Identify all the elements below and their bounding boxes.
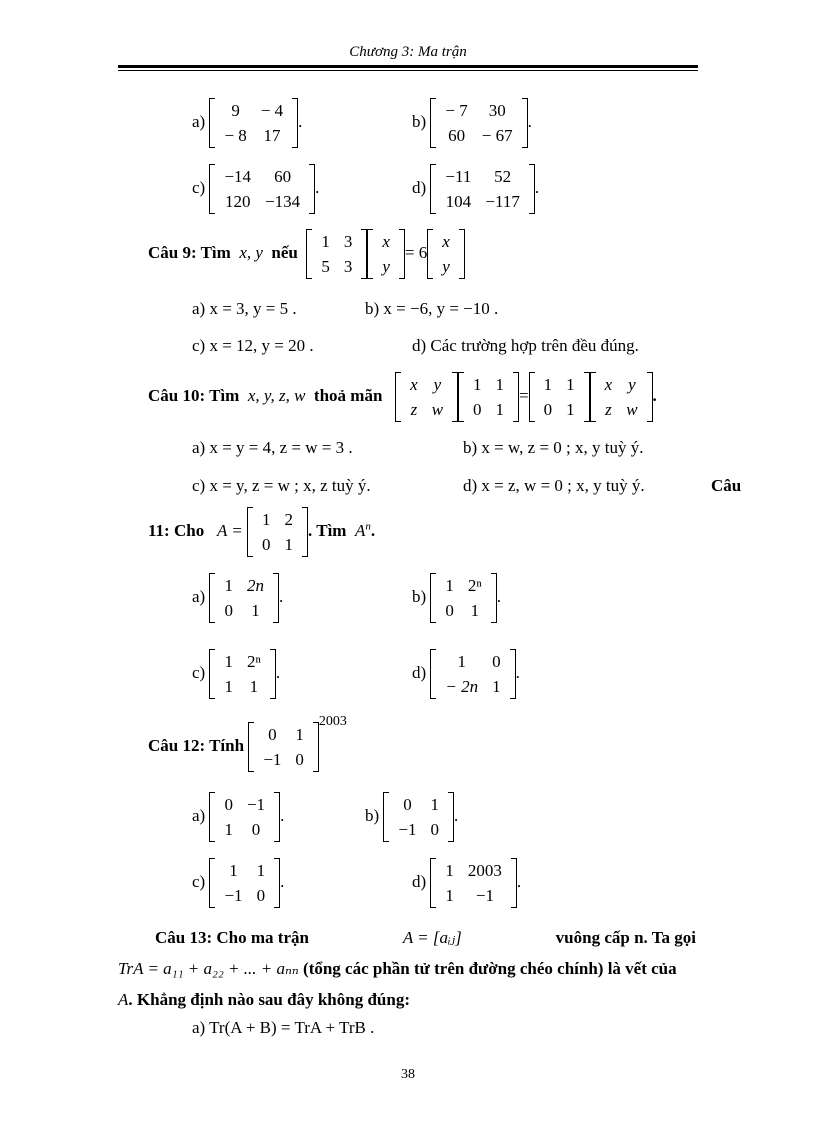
q12-matrix: 0 1 −1 0 [248, 722, 319, 772]
q9-matrix: 1 3 5 3 [306, 229, 367, 279]
q11-matrix: 1 2 0 1 [247, 507, 308, 557]
q11-option-b: b) 1 2ⁿ 0 1 . [412, 573, 501, 623]
q12-b-matrix: 0 1 −1 0 [383, 792, 454, 842]
q11-label-start: Câu [711, 476, 742, 495]
q12-c-matrix: 1 1 −1 0 [209, 858, 280, 908]
q11-a-matrix: 1 2n 0 1 [209, 573, 279, 623]
q9-option-d: d) Các trường hợp trên đều đúng. [412, 336, 639, 355]
q8-option-a: a) 9 − 4 − 8 17 . [192, 98, 302, 148]
q13-option-a: a) Tr(A + B) = TrA + TrB . [192, 1018, 375, 1037]
q10-matrix-1: x y z w [395, 372, 458, 422]
q10-option-b: b) x = w, z = 0 ; x, y tuỳ ý. [463, 438, 644, 457]
q9-option-a: a) x = 3, y = 5 . [192, 299, 297, 318]
q8-option-d: d) −11 52 104 −117 . [412, 164, 539, 214]
q10-option-c: c) x = y, z = w ; x, z tuỳ ý. [192, 476, 371, 495]
q13-aij: A = [aᵢⱼ] [402, 928, 462, 947]
q9-question: Câu 9: Tìm x, y nếu 1 3 5 3 x y = 6 x y [148, 229, 465, 279]
q10-option-d: d) x = z, w = 0 ; x, y tuỳ ý. [463, 476, 645, 495]
q12-option-b: b) 0 1 −1 0 . [365, 792, 458, 842]
q8-c-matrix: −14 60 120 −134 [209, 164, 315, 214]
q10-option-a: a) x = y = 4, z = w = 3 . [192, 438, 353, 457]
q11-question: 11: Cho A = 1 2 0 1 . Tìm $A^n$. [148, 507, 375, 557]
q11-c-matrix: 1 2ⁿ 1 1 [209, 649, 275, 699]
q10-matrix-3: 1 1 0 1 [529, 372, 590, 422]
q9-option-b: b) x = −6, y = −10 . [365, 299, 499, 318]
q8-d-matrix: −11 52 104 −117 [430, 164, 534, 214]
q8-b-matrix: − 7 30 60 − 67 [430, 98, 527, 148]
q9-vector-left: x y [367, 229, 405, 279]
page-header: Chương 3: Ma trận [349, 44, 467, 60]
q9-option-c: c) x = 12, y = 20 . [192, 336, 314, 355]
q12-power: 2003 [318, 713, 347, 729]
q8-a-matrix: 9 − 4 − 8 17 [209, 98, 298, 148]
q11-b-matrix: 1 2ⁿ 0 1 [430, 573, 496, 623]
header-rule-thick [118, 65, 698, 68]
q13-trace-def: TrA = a₁₁ + a₂₂ + ... + aₙₙ [118, 959, 299, 978]
q13-paragraph: Câu 13: Cho ma trận A = [aᵢⱼ] vuông cấp n. Ta gọi TrA = a₁₁ + a₂₂ + ... + aₙₙ (tổng các phần tử trên đường chéo chính) là vết của A. Khẳng định nào sau đây không đúng: [118, 922, 696, 1015]
q8-option-c: c) −14 60 120 −134 . [192, 164, 319, 214]
q12-option-d: d) 1 2003 1 −1 . [412, 858, 521, 908]
q12-question: Câu 12: Tính 0 1 −1 0 $^{2003}$ [148, 722, 347, 772]
q12-option-a: a) 0 −1 1 0 . [192, 792, 284, 842]
q10-question: Câu 10: Tìm x, y, z, w thoả mãn x y z w 1 1 0 1 = 1 1 0 1 x y z w . [148, 372, 657, 422]
q8-option-b: b) − 7 30 60 − 67 . [412, 98, 532, 148]
q9-vector-right: x y [427, 229, 465, 279]
q12-option-c: c) 1 1 −1 0 . [192, 858, 284, 908]
q11-option-c: c) 1 2ⁿ 1 1 . [192, 649, 280, 699]
header-rule-thin [118, 70, 698, 71]
q10-matrix-4: x y z w [590, 372, 653, 422]
q12-d-matrix: 1 2003 1 −1 [430, 858, 517, 908]
q10-matrix-2: 1 1 0 1 [458, 372, 519, 422]
page-number: 38 [401, 1067, 415, 1082]
q11-d-matrix: 1 0 − 2n 1 [430, 649, 515, 699]
q11-option-d: d) 1 0 − 2n 1 . [412, 649, 520, 699]
q12-a-matrix: 0 −1 1 0 [209, 792, 280, 842]
q11-option-a: a) 1 2n 0 1 . [192, 573, 283, 623]
